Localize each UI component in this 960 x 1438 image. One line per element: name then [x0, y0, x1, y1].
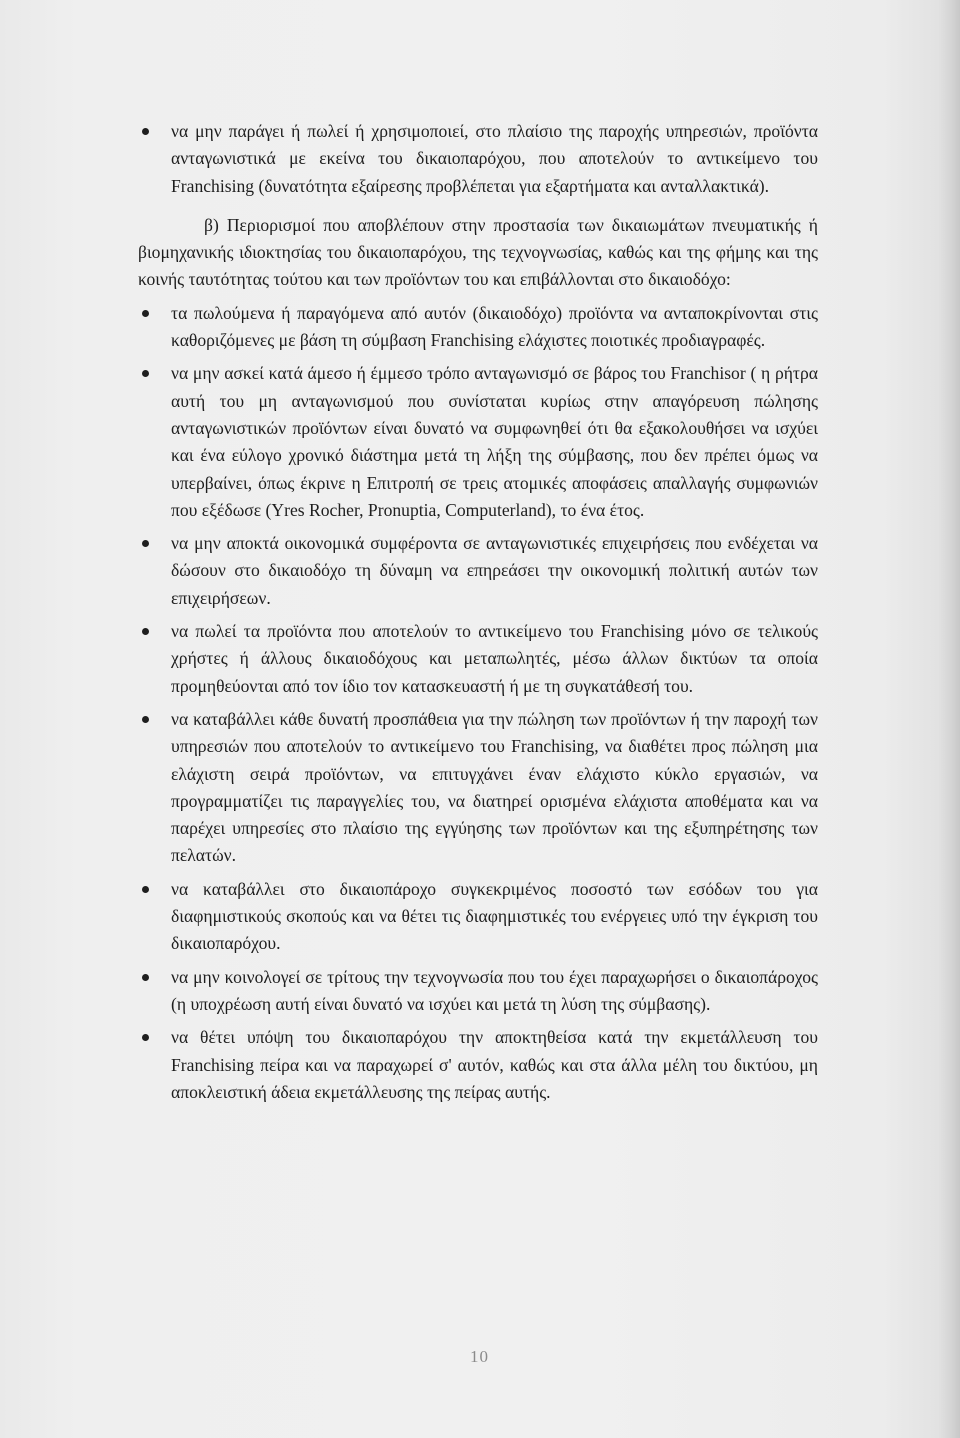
list-item-text: να μην ασκεί κατά άμεσο ή έμμεσο τρόπο ανταγωνισμό σε βάρος του Franchisor ( η ρήτρα αυτή του μη ανταγωνισμού που συνίσταται κυρίως στην απαγόρευση πώλησης ανταγωνιστικών προϊόντων είναι δυνατό να συμφωνηθεί ότι θα εξακολουθήσει να ισχύει και ένα εύλογο χρονικό διάστημα μετά τη λήξη της σύμβασης, που δεν πρέπει όμως να υπερβαίνει, όπως έκρινε η Επιτροπή σε τρεις ατομικές αποφάσεις απαλλαγής συμφωνιών που εξέδωσε (Yres Rocher, Pronuptia, Computerland), το ένα έτος.	[171, 363, 818, 520]
paragraph-b: β) Περιορισμοί που αποβλέπουν στην προστασία των δικαιωμάτων πνευματικής ή βιομηχανικής ιδιοκτησίας του δικαιοπαρόχου, της τεχνογνωσίας, καθώς και της φήμης και της κοινής ταυτότητας τούτου και των προϊόντων του και επιβάλλονται στο δικαιοδόχο:	[138, 214, 818, 290]
list-item	[138, 300, 818, 355]
page-number: 10	[470, 1347, 489, 1366]
list-item	[138, 964, 818, 1019]
top-bullet-list	[138, 118, 818, 200]
bullet-icon	[142, 1034, 149, 1041]
bullet-icon	[142, 716, 149, 723]
list-item-text: να μην παράγει ή πωλεί ή χρησιμοποιεί, στο πλαίσιο της παροχής υπηρεσιών, προϊόντα ανταγωνιστικά με εκείνα του δικαιοπαρόχου, που αποτελούν το αντικείμενο του Franchising (δυνατότητα εξαίρεσης προβλέπεται για εξαρτήματα και ανταλλακτικά).	[171, 121, 818, 196]
list-item-text: να πωλεί τα προϊόντα που αποτελούν το αντικείμενο του Franchising μόνο σε τελικούς χρήστες ή άλλους δικαιοδόχους και μεταπωλητές, μέσω άλλων δικτύων τα οποία προμηθεύονται από τον ίδιο τον κατασκευαστή ή με τη συγκατάθεσή του.	[171, 621, 818, 696]
list-item	[138, 706, 818, 870]
bullet-icon	[142, 628, 149, 635]
list-item-text: να καταβάλλει κάθε δυνατή προσπάθεια για την πώληση των προϊόντων ή την παροχή των υπηρεσιών που αποτελούν το αντικείμενο του Franchising, να διαθέτει προς πώληση μια ελάχιστη σειρά προϊόντων, να επιτυγχάνει έναν ελάχιστο κύκλο εργασιών, να προγραμματίζει τις παραγγελίες του, να διατηρεί ορισμένα ελάχιστα αποθέματα και να παρέχει υπηρεσίες στο πλαίσιο της εγγύησης των προϊόντων και της εξυπηρέτησης των πελατών.	[171, 708, 818, 866]
bullet-icon	[142, 310, 149, 317]
list-item	[138, 360, 818, 524]
list-item-text: να θέτει υπόψη του δικαιοπαρόχου την αποκτηθείσα κατά την εκμετάλλευση του Franchising πείρα και να παραχωρεί σ' αυτόν, καθώς και στα άλλα μέλη του δικτύου, μη αποκλειστική άδεια εκμετάλλευσης της πείρας αυτής.	[171, 1027, 818, 1102]
list-item-text: να μην κοινολογεί σε τρίτους την τεχνογνωσία που του έχει παραχωρήσει ο δικαιοπάροχος (η υποχρέωση αυτή είναι δυνατό να ισχύει και μετά τη λύση της σύμβασης).	[171, 966, 818, 1014]
bullet-icon	[142, 886, 149, 893]
list-item-text: τα πωλούμενα ή παραγόμενα από αυτόν (δικαιοδόχο) προϊόντα να ανταποκρίνονται στις καθοριζόμενες με βάση τη σύμβαση Franchising ελάχιστες ποιοτικές προδιαγραφές.	[171, 302, 818, 351]
bullet-icon	[142, 540, 149, 547]
list-item	[138, 876, 818, 958]
list-item	[138, 118, 818, 200]
bullet-icon	[142, 370, 149, 377]
list-item	[138, 530, 818, 612]
list-item-text: να μην αποκτά οικονομικά συμφέροντα σε ανταγωνιστικές επιχειρήσεις που ενδέχεται να δώσουν στο δικαιοδόχο τη δύναμη να επηρεάσει την οικονομική πολιτική αυτών των επιχειρήσεων.	[171, 533, 818, 608]
list-item	[138, 618, 818, 700]
list-item-text: να καταβάλλει στο δικαιοπάροχο συγκεκριμένος ποσοστό των εσόδων του για διαφημιστικούς σκοπούς και να θέτει τις διαφημιστικές του ενέργειες υπό την έγκριση του δικαιοπαρόχου.	[171, 878, 818, 954]
bullet-icon	[142, 128, 149, 135]
restrictions-bullet-list	[138, 300, 818, 1106]
page-content	[138, 118, 818, 1112]
bullet-icon	[142, 974, 149, 981]
page-edge-shadow	[938, 0, 960, 1438]
list-item	[138, 1024, 818, 1106]
